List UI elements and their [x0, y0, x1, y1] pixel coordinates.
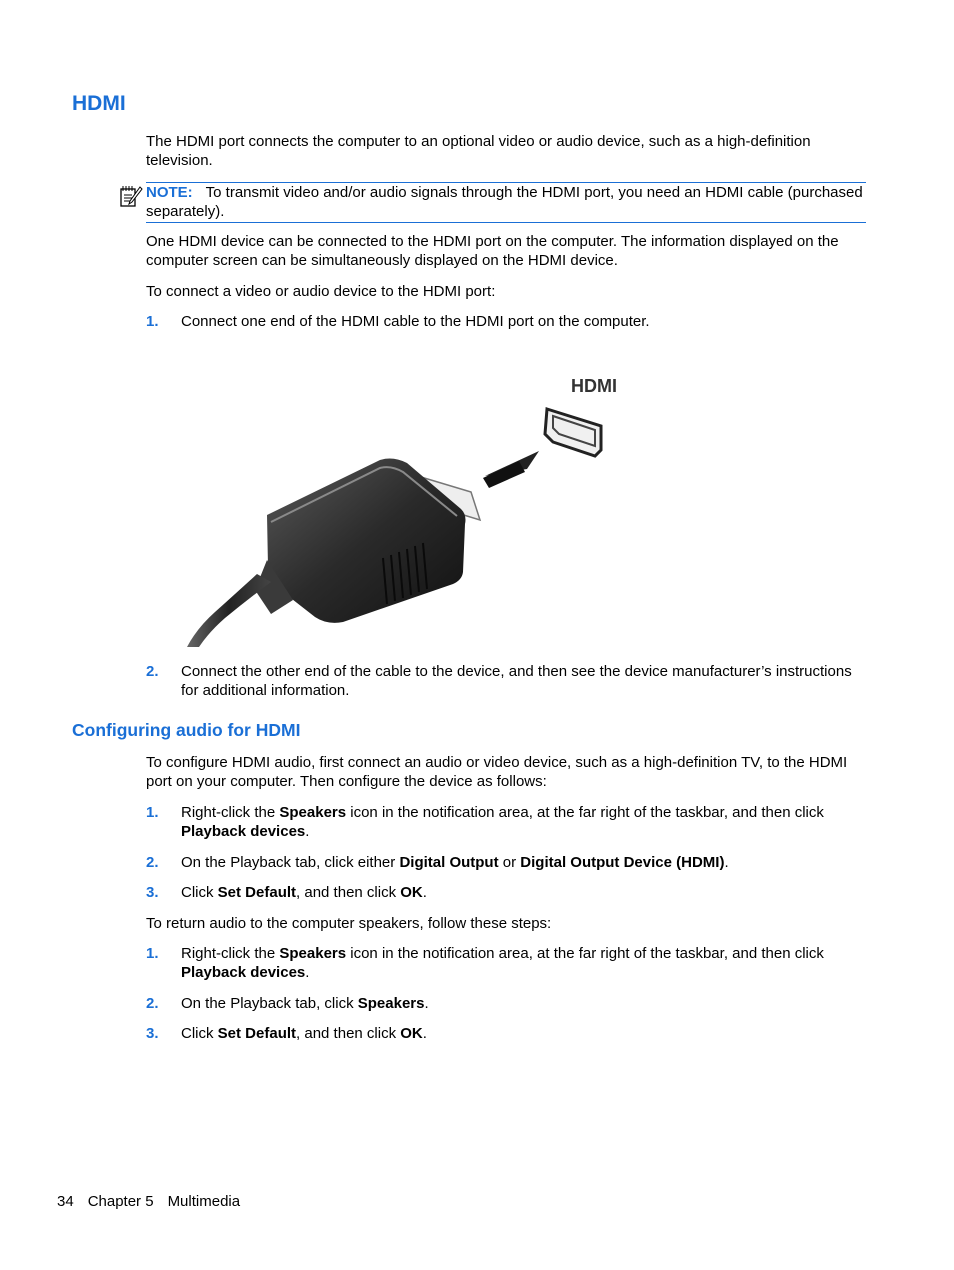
hdmi-port-icon: [545, 409, 601, 456]
note-box: [146, 182, 866, 223]
return-intro: To return audio to the computer speakers, follow these steps:: [146, 915, 552, 932]
hdmi-cable-illustration: [175, 362, 625, 647]
step-number: 1.: [146, 313, 159, 330]
section-heading: Configuring audio for HDMI: [72, 720, 301, 740]
step-text: Right-click the Speakers icon in the notification area, at the far right of the taskbar, and then click Playback devices.: [181, 945, 824, 981]
step-text: Connect one end of the HDMI cable to the HDMI port on the computer.: [181, 313, 650, 330]
page-footer: [57, 1192, 254, 1211]
step-text: Connect the other end of the cable to the device, and then see the device manufacturer’s instructions for additional information.: [181, 663, 852, 699]
port-label: HDMI: [571, 376, 617, 396]
step-number: 1.: [146, 945, 159, 962]
paragraph-connect: To connect a video or audio device to the HDMI port:: [146, 283, 496, 300]
page-heading: HDMI: [72, 92, 126, 115]
hdmi-plug: [187, 459, 480, 647]
paragraph-device: One HDMI device can be connected to the HDMI port on the computer. The information displayed on the computer screen can be simultaneously displayed on the HDMI device.: [146, 233, 839, 269]
step-number: 2.: [146, 663, 159, 680]
step-text: Click Set Default, and then click OK.: [181, 1025, 427, 1042]
page-number: 34: [57, 1193, 74, 1210]
step-text: Click Set Default, and then click OK.: [181, 884, 427, 901]
step-number: 2.: [146, 995, 159, 1012]
section-intro: To configure HDMI audio, first connect an audio or video device, such as a high-definition TV, to the HDMI port on your computer. Then configure the device as follows:: [146, 754, 848, 790]
chapter-label: Chapter 5: [87, 1193, 154, 1210]
step-text: On the Playback tab, click either Digital Output or Digital Output Device (HDMI).: [181, 854, 729, 871]
intro-paragraph: The HDMI port connects the computer to an optional video or audio device, such as a high-definition television.: [146, 133, 811, 169]
arrow-icon: [483, 451, 539, 488]
step-number: 3.: [146, 1025, 159, 1042]
note-icon: [118, 183, 144, 209]
note-text: To transmit video and/or audio signals through the HDMI port, you need an HDMI cable (purchased separately).: [146, 184, 863, 220]
chapter-title: Multimedia: [167, 1193, 241, 1210]
note-label: NOTE:: [146, 184, 193, 201]
step-number: 3.: [146, 884, 159, 901]
step-text: Right-click the Speakers icon in the notification area, at the far right of the taskbar, and then click Playback devices.: [181, 804, 824, 840]
step-number: 2.: [146, 854, 159, 871]
step-number: 1.: [146, 804, 159, 821]
step-text: On the Playback tab, click Speakers.: [181, 995, 429, 1012]
